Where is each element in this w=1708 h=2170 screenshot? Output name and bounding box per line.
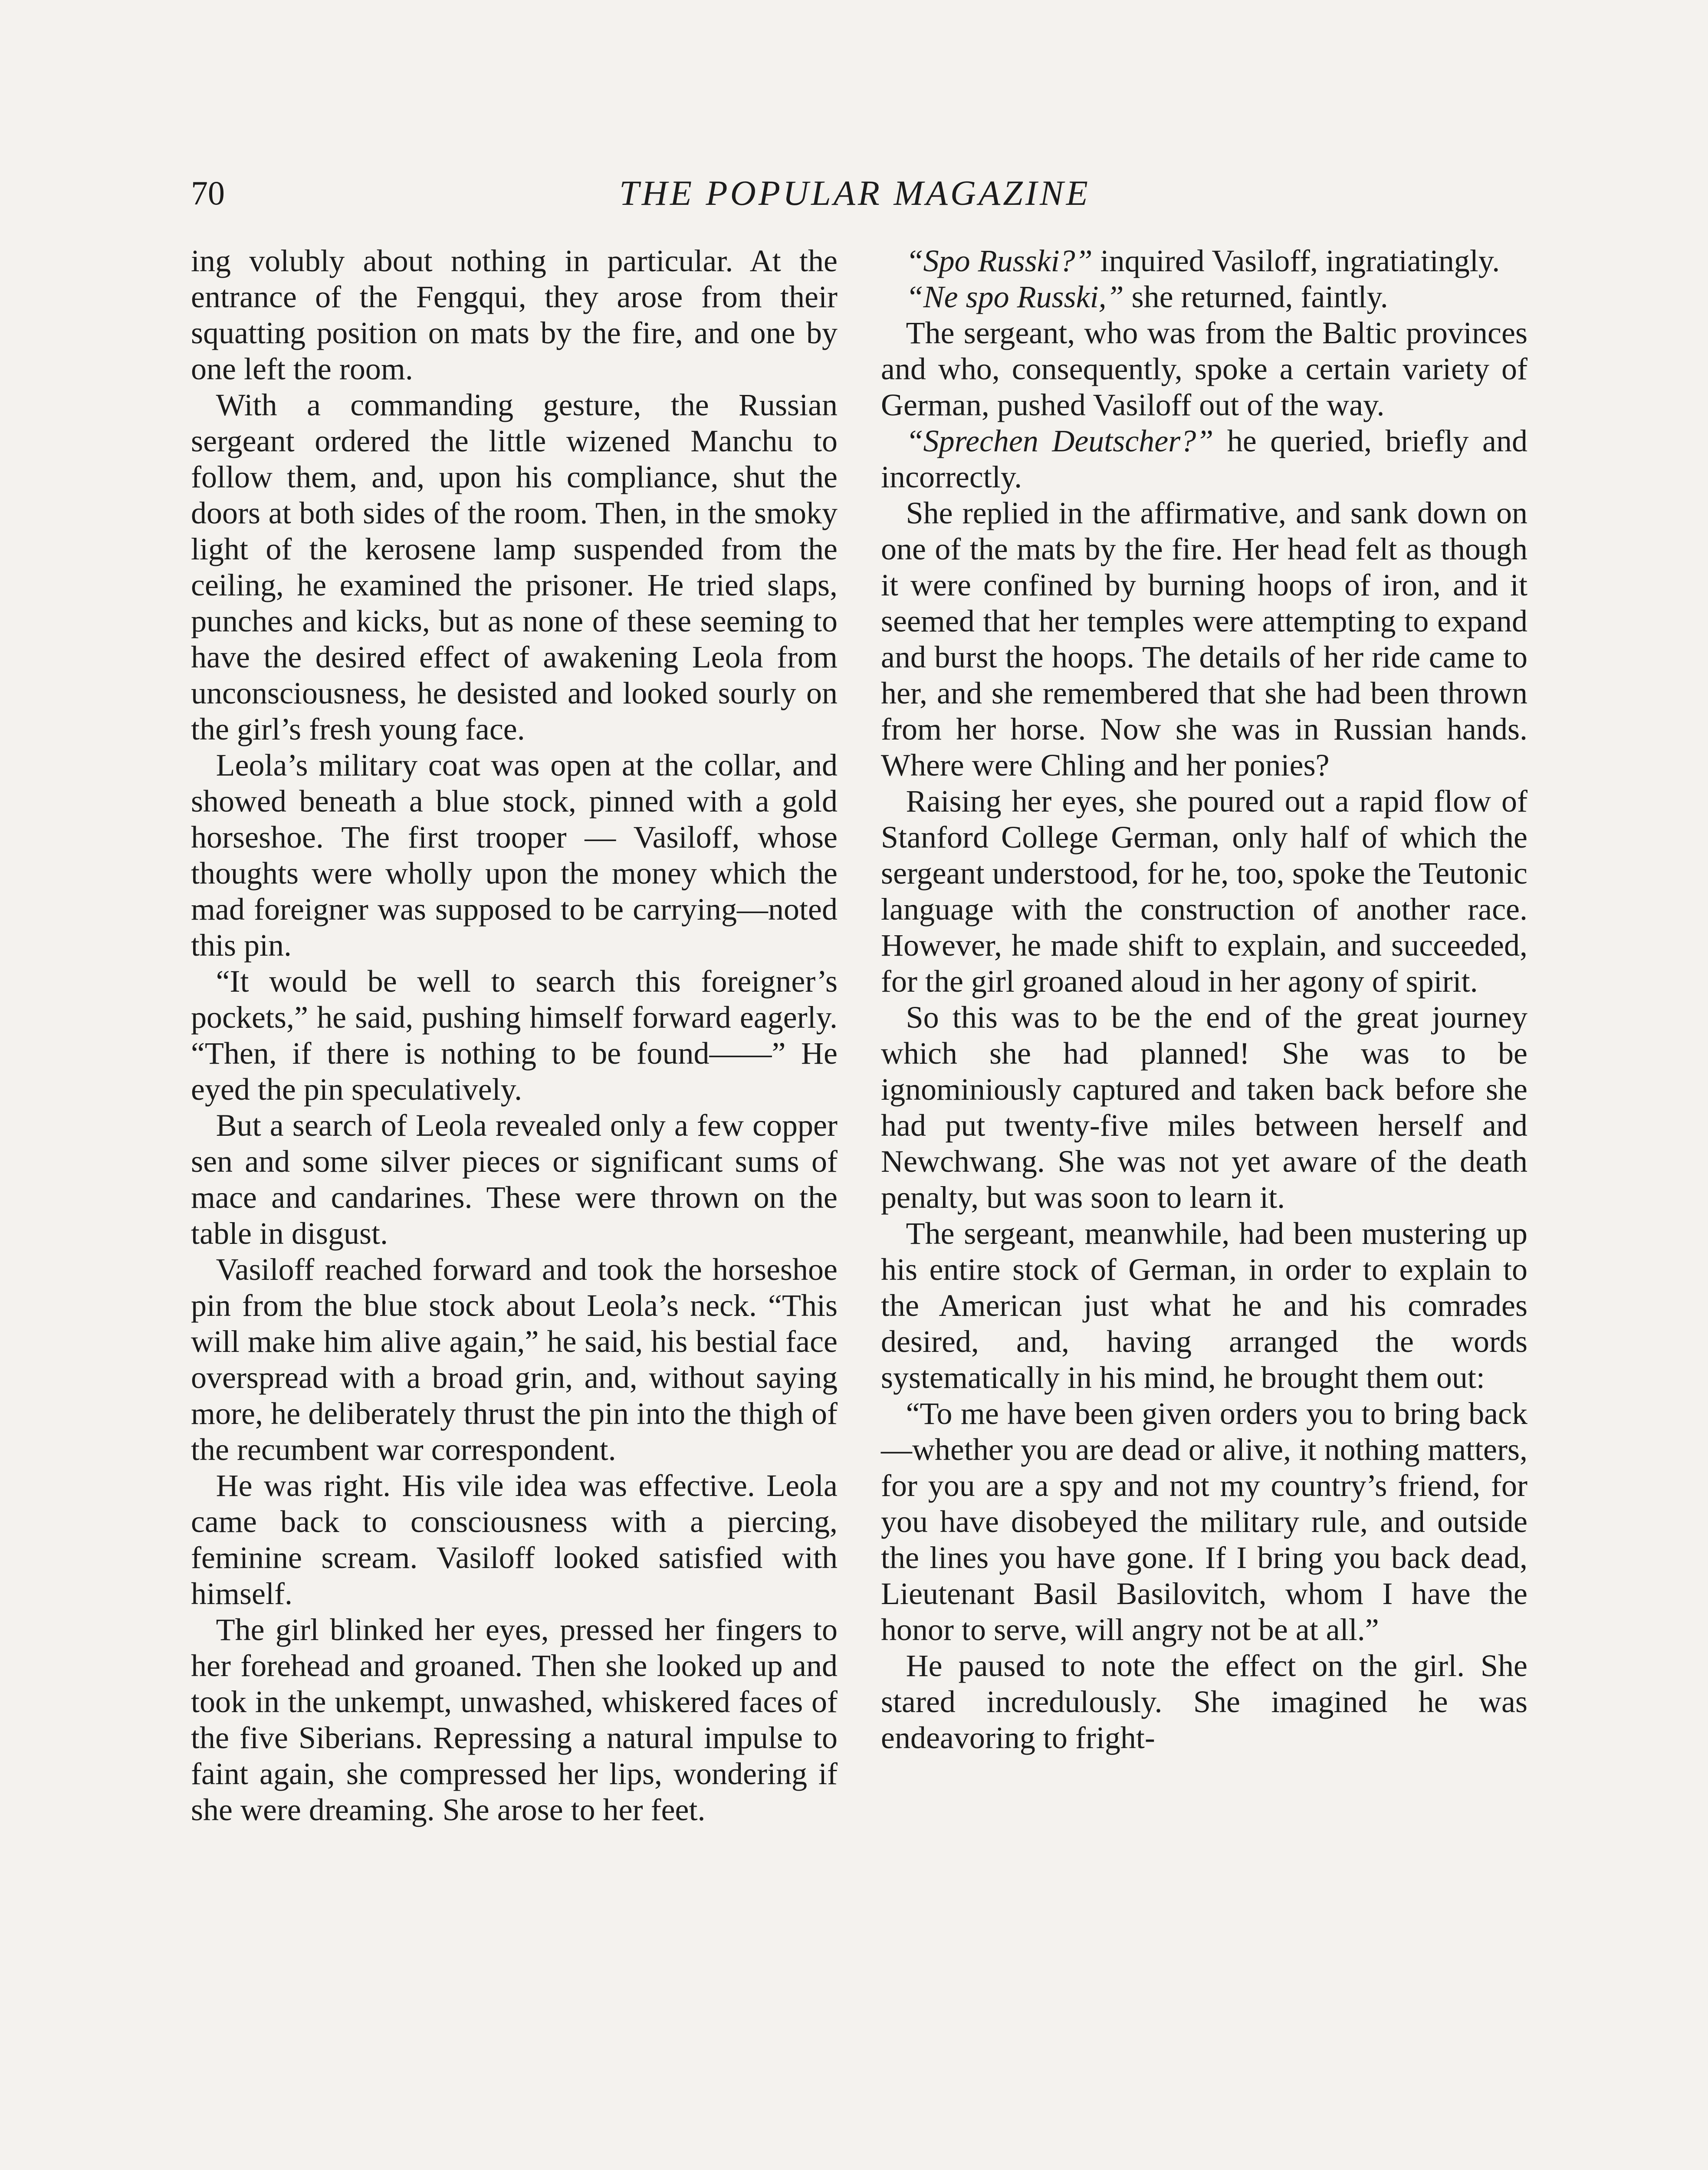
page-number: 70 <box>191 174 225 212</box>
paragraph <box>881 423 1527 495</box>
paragraph: Raising her eyes, she poured out a rapid flow of Stanford College German, only half of which the sergeant understood, for he, too, spoke the Teutonic language with the construction of another race. However, he made shift to explain, and succeeded, for the girl groaned aloud in her agony of spirit. <box>881 784 1527 999</box>
paragraph: “To me have been given orders you to bring back—whether you are dead or alive, it nothing matters, for you are a spy and not my country’s friend, for you have disobeyed the military rule, and outside the lines you have gone. If I bring you back dead, Lieutenant Basil Basilovitch, whom I have the honor to serve, will angry not be at all.” <box>881 1396 1527 1647</box>
paragraph: With a commanding gesture, the Russian sergeant ordered the little wizened Manchu to follow them, and, upon his compliance, shut the doors at both sides of the room. Then, in the smoky light of the kerosene lamp suspended from the ceiling, he examined the prisoner. He tried slaps, punches and kicks, but as none of these seeming to have the desired effect of awakening Leola from unconsciousness, he desisted and looked sourly on the girl’s fresh young face. <box>191 388 838 746</box>
paragraph-text: he queried, briefly and incorrectly. <box>881 424 1528 494</box>
russian-question: “Spo Russki?” <box>906 243 1093 278</box>
paragraph: The girl blinked her eyes, pressed her fingers to her forehead and groaned. Then she looked up and took in the unkempt, unwashed, whiskered faces of the five Siberians. Repressing a natural impulse to faint again, she compressed her lips, wondering if she were dreaming. She arose to her feet. <box>191 1612 838 1827</box>
right-column <box>881 243 1527 1756</box>
german-question: “Sprechen Deutscher?” <box>906 424 1214 458</box>
paragraph: She replied in the affirmative, and sank down on one of the mats by the fire. Her head felt as though it were confined by burning hoops of iron, and it seemed that her temples were attempting to expand and burst the hoops. The details of her ride came to her, and she remembered that she had been thrown from her horse. Now she was in Russian hands. Where were Chling and her ponies? <box>881 496 1527 783</box>
paragraph: Leola’s military coat was open at the collar, and showed beneath a blue stock, pinned with a gold horseshoe. The first trooper — Vasiloff, whose thoughts were wholly upon the money which the mad foreigner was supposed to be carrying—noted this pin. <box>191 748 838 963</box>
paragraph: “It would be well to search this foreigner’s pockets,” he said, pushing himself forward eagerly. “Then, if there is nothing to be found——” He eyed the pin speculatively. <box>191 964 838 1107</box>
paragraph: He was right. His vile idea was effective. Leola came back to consciousness with a piercing, feminine scream. Vasiloff looked satisfied with himself. <box>191 1468 838 1611</box>
paragraph: He paused to note the effect on the girl. She stared incredulously. She imagined he was endeavoring to fright- <box>881 1648 1527 1755</box>
paragraph: But a search of Leola revealed only a few copper sen and some silver pieces or significant sums of mace and candarines. These were thrown on the table in disgust. <box>191 1108 838 1251</box>
russian-reply: “Ne spo Russki,” <box>906 279 1124 314</box>
left-column <box>191 243 838 1828</box>
paragraph: So this was to be the end of the great journey which she had planned! She was to be ignominiously captured and taken back before she had put twenty-five miles between herself and Newchwang. She was not yet aware of the death penalty, but was soon to learn it. <box>881 1000 1527 1215</box>
paragraph-text: she returned, faintly. <box>1123 279 1388 314</box>
paragraph <box>881 243 1527 279</box>
paragraph: The sergeant, who was from the Baltic provinces and who, consequently, spoke a certain variety of German, pushed Vasiloff out of the way. <box>881 316 1527 422</box>
paragraph-text: inquired Vasiloff, ingratiatingly. <box>1092 243 1500 278</box>
magazine-title: THE POPULAR MAGAZINE <box>619 173 1090 213</box>
paragraph: Vasiloff reached forward and took the horseshoe pin from the blue stock about Leola’s neck. “This will make him alive again,” he said, his bestial face overspread with a broad grin, and, without saying more, he deliberately thrust the pin into the thigh of the recumbent war correspondent. <box>191 1252 838 1467</box>
running-head <box>191 171 1519 224</box>
paragraph <box>881 279 1527 315</box>
paragraph: ing volubly about nothing in particular. At the entrance of the Fengqui, they arose from their squatting position on mats by the fire, and one by one left the room. <box>191 243 838 386</box>
paragraph: The sergeant, meanwhile, had been mustering up his entire stock of German, in order to explain to the American just what he and his comrades desired, and, having arranged the words systematically in his mind, he brought them out: <box>881 1216 1527 1395</box>
